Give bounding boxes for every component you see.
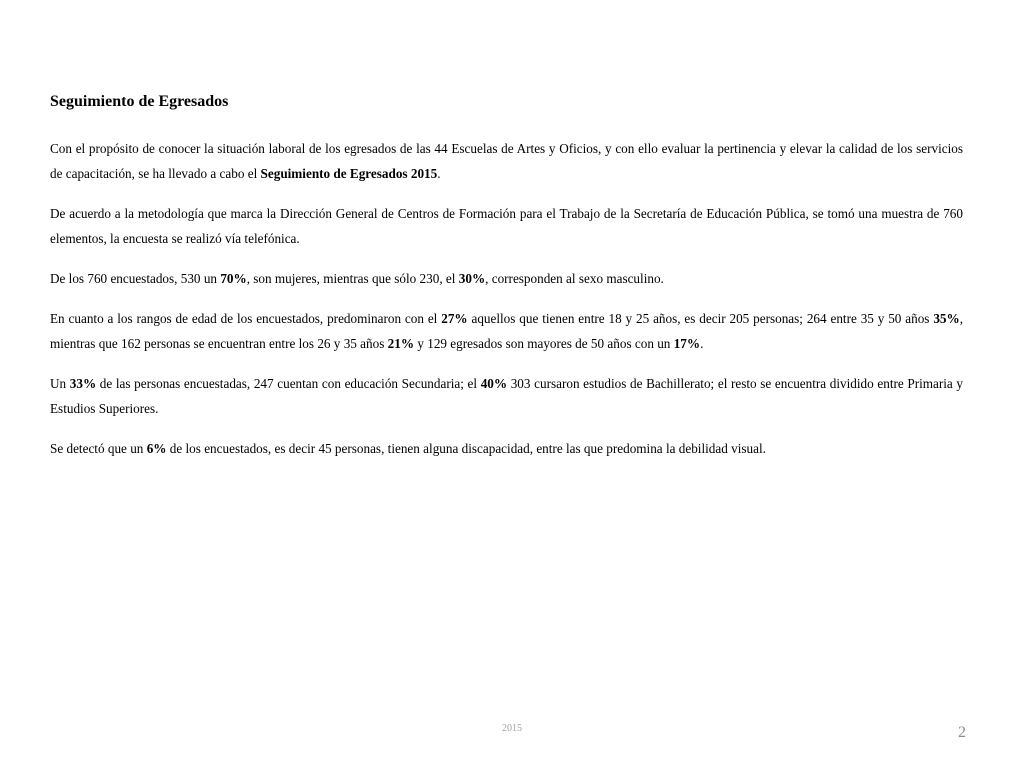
bold-text: 27% bbox=[441, 311, 468, 326]
paragraph-text: En cuanto a los rangos de edad de los encuestados, predominaron con el bbox=[50, 311, 442, 326]
bold-text: 35% bbox=[933, 311, 960, 326]
paragraph bbox=[50, 136, 963, 186]
paragraph-text: Se detectó que un bbox=[50, 441, 147, 456]
bold-text: 6% bbox=[146, 441, 167, 456]
bold-text: 33% bbox=[69, 376, 97, 391]
paragraph-text: de las personas encuestadas, 247 cuentan con educación Secundaria; el bbox=[96, 376, 481, 391]
paragraph bbox=[50, 306, 963, 356]
paragraph bbox=[50, 371, 963, 421]
document-body bbox=[50, 92, 963, 476]
paragraph-text: aquellos que tienen entre 18 y 25 años, es decir 205 personas; 264 entre 35 y 50 años bbox=[467, 311, 934, 326]
paragraph-text: . bbox=[437, 166, 441, 181]
bold-text: 40% bbox=[480, 376, 508, 391]
bold-text: Seguimiento de Egresados 2015 bbox=[260, 166, 438, 181]
footer-year: 2015 bbox=[502, 723, 522, 734]
bold-text: 21% bbox=[387, 336, 415, 351]
bold-text: 30% bbox=[458, 271, 486, 286]
bold-text: 70% bbox=[220, 271, 247, 286]
paragraph-text: , mientras que 162 personas se encuentran entre los 26 y 35 años bbox=[50, 311, 963, 351]
paragraph-text: y 129 egresados son mayores de 50 años con un bbox=[414, 336, 674, 351]
paragraph-text: De acuerdo a la metodología que marca la Dirección General de Centros de Formación para el Trabajo de la Secretaría de Educación Pública, se tomó una muestra de 760 elementos, la encuesta se realizó vía telefónica. bbox=[50, 206, 963, 246]
bold-text: 17% bbox=[673, 336, 701, 351]
document-title: Seguimiento de Egresados bbox=[50, 93, 229, 110]
paragraph-text: , son mujeres, mientras que sólo 230, el bbox=[246, 271, 459, 286]
paragraph bbox=[50, 436, 963, 461]
paragraph-text: de los encuestados, es decir 45 personas, tienen alguna discapacidad, entre las que predomina la debilidad visual. bbox=[166, 441, 766, 456]
paragraph-text: Un bbox=[50, 376, 70, 391]
paragraph-text: , corresponden al sexo masculino. bbox=[485, 271, 664, 286]
paragraph-list bbox=[50, 136, 963, 461]
page-number: 2 bbox=[958, 724, 966, 741]
paragraph bbox=[50, 201, 963, 251]
paragraph-text: Con el propósito de conocer la situación laboral de los egresados de las 44 Escuelas de Artes y Oficios, y con ello evaluar la pertinencia y elevar la calidad de los servicios de capacitación, se ha llevado a cabo el bbox=[50, 141, 963, 181]
paragraph-text: 303 cursaron estudios de Bachillerato; el resto se encuentra dividido entre Primaria y Estudios Superiores. bbox=[50, 376, 964, 416]
paragraph bbox=[50, 266, 963, 291]
paragraph-text: . bbox=[700, 336, 704, 351]
paragraph-text: De los 760 encuestados, 530 un bbox=[50, 271, 221, 286]
